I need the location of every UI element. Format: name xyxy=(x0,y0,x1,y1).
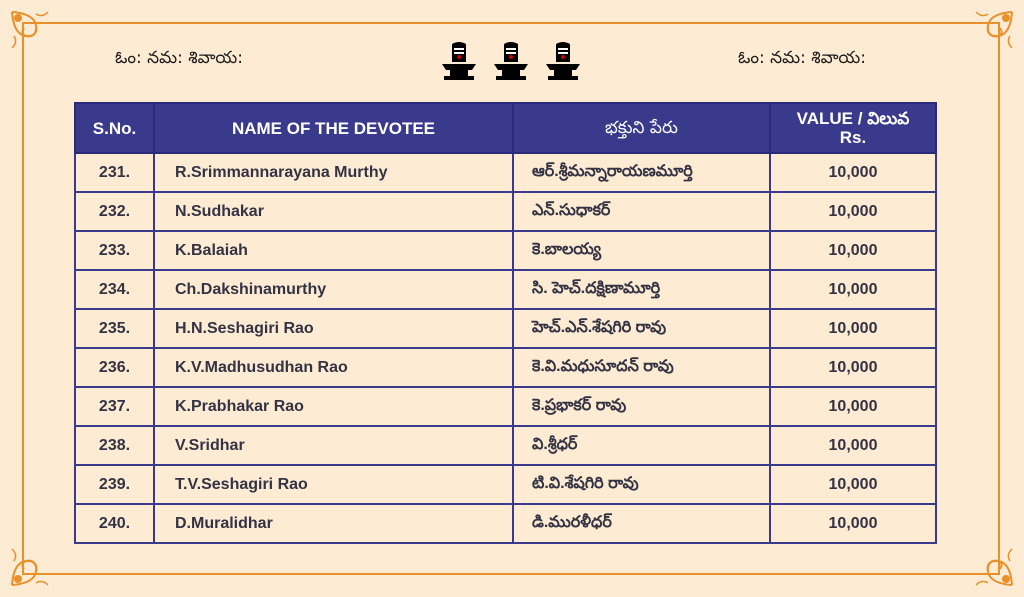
cell-sno: 233. xyxy=(75,231,154,270)
cell-sno: 232. xyxy=(75,192,154,231)
cell-telugu: కె.వి.మధుసూదన్ రావు xyxy=(513,348,770,387)
column-header-name: NAME OF THE DEVOTEE xyxy=(154,103,513,153)
cell-name: D.Muralidhar xyxy=(154,504,513,543)
cell-name: K.Balaiah xyxy=(154,231,513,270)
devotee-table xyxy=(74,102,937,544)
cell-sno: 240. xyxy=(75,504,154,543)
cell-name: Ch.Dakshinamurthy xyxy=(154,270,513,309)
floral-corner-icon xyxy=(8,529,68,589)
cell-name: T.V.Seshagiri Rao xyxy=(154,465,513,504)
column-header-value-line2: Rs. xyxy=(839,128,867,147)
shiva-lingam-icon xyxy=(440,40,478,80)
cell-value: 10,000 xyxy=(770,426,936,465)
table-row xyxy=(75,231,936,270)
column-header-sno: S.No. xyxy=(75,103,154,153)
table-row xyxy=(75,504,936,543)
cell-sno: 237. xyxy=(75,387,154,426)
cell-telugu: కె.ప్రభాకర్ రావు xyxy=(513,387,770,426)
cell-value: 10,000 xyxy=(770,270,936,309)
cell-telugu: టి.వి.శేషగిరి రావు xyxy=(513,465,770,504)
column-header-value-line1: VALUE / విలువ xyxy=(796,109,910,128)
cell-sno: 239. xyxy=(75,465,154,504)
header-left-text: ఓం: నమ: శివాయ: xyxy=(115,48,243,68)
table-row xyxy=(75,309,936,348)
table-header-row xyxy=(75,103,936,153)
cell-telugu: ఎన్.సుధాకర్ xyxy=(513,192,770,231)
cell-telugu: ఆర్.శ్రీమన్నారాయణమూర్తి xyxy=(513,153,770,192)
table-row xyxy=(75,426,936,465)
floral-corner-icon xyxy=(8,8,68,68)
cell-value: 10,000 xyxy=(770,153,936,192)
shiva-lingam-icon xyxy=(492,40,530,80)
cell-telugu: సి. హెచ్.దక్షిణామూర్తి xyxy=(513,270,770,309)
cell-name: H.N.Seshagiri Rao xyxy=(154,309,513,348)
cell-telugu: హెచ్.ఎన్.శేషగిరి రావు xyxy=(513,309,770,348)
table-row xyxy=(75,153,936,192)
cell-name: R.Srimmannarayana Murthy xyxy=(154,153,513,192)
column-header-value xyxy=(770,103,936,153)
cell-name: N.Sudhakar xyxy=(154,192,513,231)
cell-value: 10,000 xyxy=(770,387,936,426)
cell-name: K.V.Madhusudhan Rao xyxy=(154,348,513,387)
cell-value: 10,000 xyxy=(770,192,936,231)
header-right-text: ఓం: నమ: శివాయ: xyxy=(738,48,866,68)
cell-telugu: వి.శ్రీధర్ xyxy=(513,426,770,465)
cell-value: 10,000 xyxy=(770,231,936,270)
cell-sno: 234. xyxy=(75,270,154,309)
table-row xyxy=(75,192,936,231)
table-row xyxy=(75,465,936,504)
table-row xyxy=(75,270,936,309)
cell-telugu: డి.మురళీధర్ xyxy=(513,504,770,543)
cell-sno: 231. xyxy=(75,153,154,192)
cell-sno: 238. xyxy=(75,426,154,465)
cell-value: 10,000 xyxy=(770,348,936,387)
cell-value: 10,000 xyxy=(770,309,936,348)
floral-corner-icon xyxy=(956,8,1016,68)
cell-name: K.Prabhakar Rao xyxy=(154,387,513,426)
shiva-lingam-icon xyxy=(544,40,582,80)
table-row xyxy=(75,348,936,387)
lingam-icons xyxy=(440,40,582,80)
cell-telugu: కె.బాలయ్య xyxy=(513,231,770,270)
cell-value: 10,000 xyxy=(770,465,936,504)
floral-corner-icon xyxy=(956,529,1016,589)
cell-sno: 235. xyxy=(75,309,154,348)
table-row xyxy=(75,387,936,426)
cell-name: V.Sridhar xyxy=(154,426,513,465)
cell-value: 10,000 xyxy=(770,504,936,543)
cell-sno: 236. xyxy=(75,348,154,387)
column-header-telugu: భక్తుని పేరు xyxy=(513,103,770,153)
